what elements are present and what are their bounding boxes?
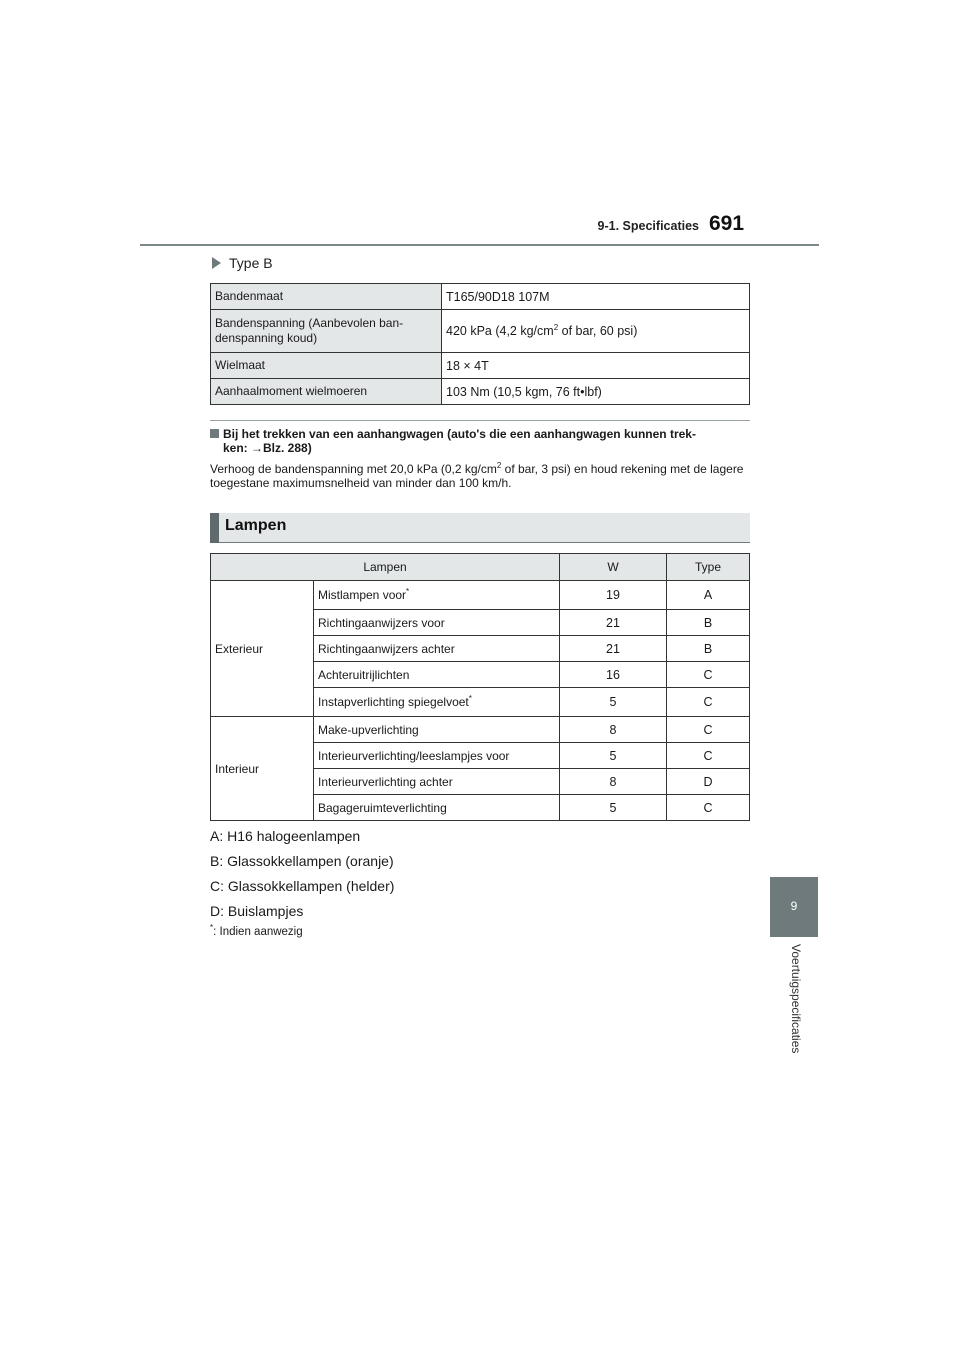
lamp-name: Interieurverlichting achter: [314, 769, 560, 795]
lamp-watt: 8: [560, 717, 667, 743]
note-text: of bar, 3 psi) en houd rekening met de lagere toegestane maximumsnelheid van minder dan 100 km/h.: [210, 462, 744, 490]
column-header-lampen: Lampen: [211, 554, 560, 581]
note-text: Verhoog de bandenspanning met 20,0 kPa (0,2 kg/cm: [210, 462, 497, 476]
towing-note-title: [210, 427, 740, 455]
chapter-label: Voertuigspecificaties: [789, 944, 803, 1054]
tire-spec-value: 18 × 4T: [442, 353, 750, 379]
lamp-name: Make-upverlichting: [314, 717, 560, 743]
lamp-type: C: [667, 662, 750, 688]
lamp-name: [314, 688, 560, 717]
lamp-watt: 19: [560, 581, 667, 610]
lamp-name: Achteruitrijlichten: [314, 662, 560, 688]
lamp-type: B: [667, 636, 750, 662]
tire-spec-table: [210, 283, 750, 405]
lamp-watt: 5: [560, 743, 667, 769]
lamp-name: Richtingaanwijzers voor: [314, 610, 560, 636]
legend-item: A: H16 halogeenlampen: [210, 828, 361, 844]
lamp-name: [314, 581, 560, 610]
section-title: 9-1. Specificaties: [597, 219, 699, 233]
note-title-line: Bij het trekken van een aanhangwagen (auto's die een aanhangwagen kunnen trek-: [223, 427, 696, 441]
lamp-type: C: [667, 688, 750, 717]
table-row: [211, 379, 750, 405]
legend-item: C: Glassokkellampen (helder): [210, 878, 395, 894]
lamp-watt: 8: [560, 769, 667, 795]
tire-spec-value: [442, 310, 750, 353]
lamp-name: Bagageruimteverlichting: [314, 795, 560, 821]
value-text: of bar, 60 psi): [558, 324, 638, 338]
type-heading: [212, 255, 273, 271]
category-cell: Exterieur: [211, 581, 314, 717]
key-line: denspanning koud): [215, 331, 318, 345]
page-number: 691: [709, 212, 745, 235]
table-row: [211, 581, 750, 610]
lamp-watt: 16: [560, 662, 667, 688]
chapter-tab: 9: [770, 877, 818, 937]
lamp-type: C: [667, 795, 750, 821]
asterisk-mark: *: [406, 587, 410, 596]
table-header-row: [211, 554, 750, 581]
legend-item: D: Buislampjes: [210, 903, 304, 919]
type-heading-text: Type B: [229, 255, 273, 271]
footnote: [210, 923, 303, 938]
lamp-table: [210, 553, 750, 821]
lamp-watt: 21: [560, 610, 667, 636]
lampen-heading: Lampen: [225, 517, 287, 534]
value-text: 420 kPa (4,2 kg/cm: [446, 324, 554, 338]
note-title-line: ken: →Blz. 288): [223, 441, 312, 455]
key-line: Bandenspanning (Aanbevolen ban-: [215, 316, 404, 330]
tire-spec-key: Wielmaat: [211, 353, 442, 379]
category-cell: Interieur: [211, 717, 314, 821]
square-bullet-icon: [210, 429, 219, 438]
tire-spec-key: Aanhaalmoment wielmoeren: [211, 379, 442, 405]
table-row: [211, 353, 750, 379]
asterisk-mark: *: [468, 694, 472, 703]
tire-spec-key: Bandenmaat: [211, 284, 442, 310]
lamp-watt: 5: [560, 688, 667, 717]
superscript: 2: [553, 322, 559, 332]
lamp-name: Interieurverlichting/leeslampjes voor: [314, 743, 560, 769]
table-row: [211, 717, 750, 743]
footnote-text: : Indien aanwezig: [213, 926, 303, 938]
lampen-heading-box: [210, 513, 750, 543]
lamp-watt: 5: [560, 795, 667, 821]
lamp-type: B: [667, 610, 750, 636]
section-divider: [210, 420, 750, 421]
heading-accent-bar: [210, 513, 219, 543]
superscript: 2: [496, 461, 502, 470]
table-row: [211, 284, 750, 310]
lamp-watt: 21: [560, 636, 667, 662]
column-header-type: Type: [667, 554, 750, 581]
lamp-name-text: Mistlampen voor: [318, 588, 407, 602]
lamp-name-text: Instapverlichting spiegelvoet: [318, 695, 469, 709]
towing-note-body: [210, 462, 750, 490]
header-divider: [140, 244, 819, 246]
tire-spec-value: T165/90D18 107M: [442, 284, 750, 310]
triangle-bullet-icon: [212, 257, 221, 269]
lamp-type: C: [667, 743, 750, 769]
column-header-w: W: [560, 554, 667, 581]
lamp-type: A: [667, 581, 750, 610]
lamp-name: Richtingaanwijzers achter: [314, 636, 560, 662]
asterisk-mark: *: [210, 923, 214, 933]
lamp-type: D: [667, 769, 750, 795]
tire-spec-value: 103 Nm (10,5 kgm, 76 ft•lbf): [442, 379, 750, 405]
legend-item: B: Glassokkellampen (oranje): [210, 853, 394, 869]
tire-spec-key: [211, 310, 442, 353]
lamp-type: C: [667, 717, 750, 743]
table-row: [211, 310, 750, 353]
